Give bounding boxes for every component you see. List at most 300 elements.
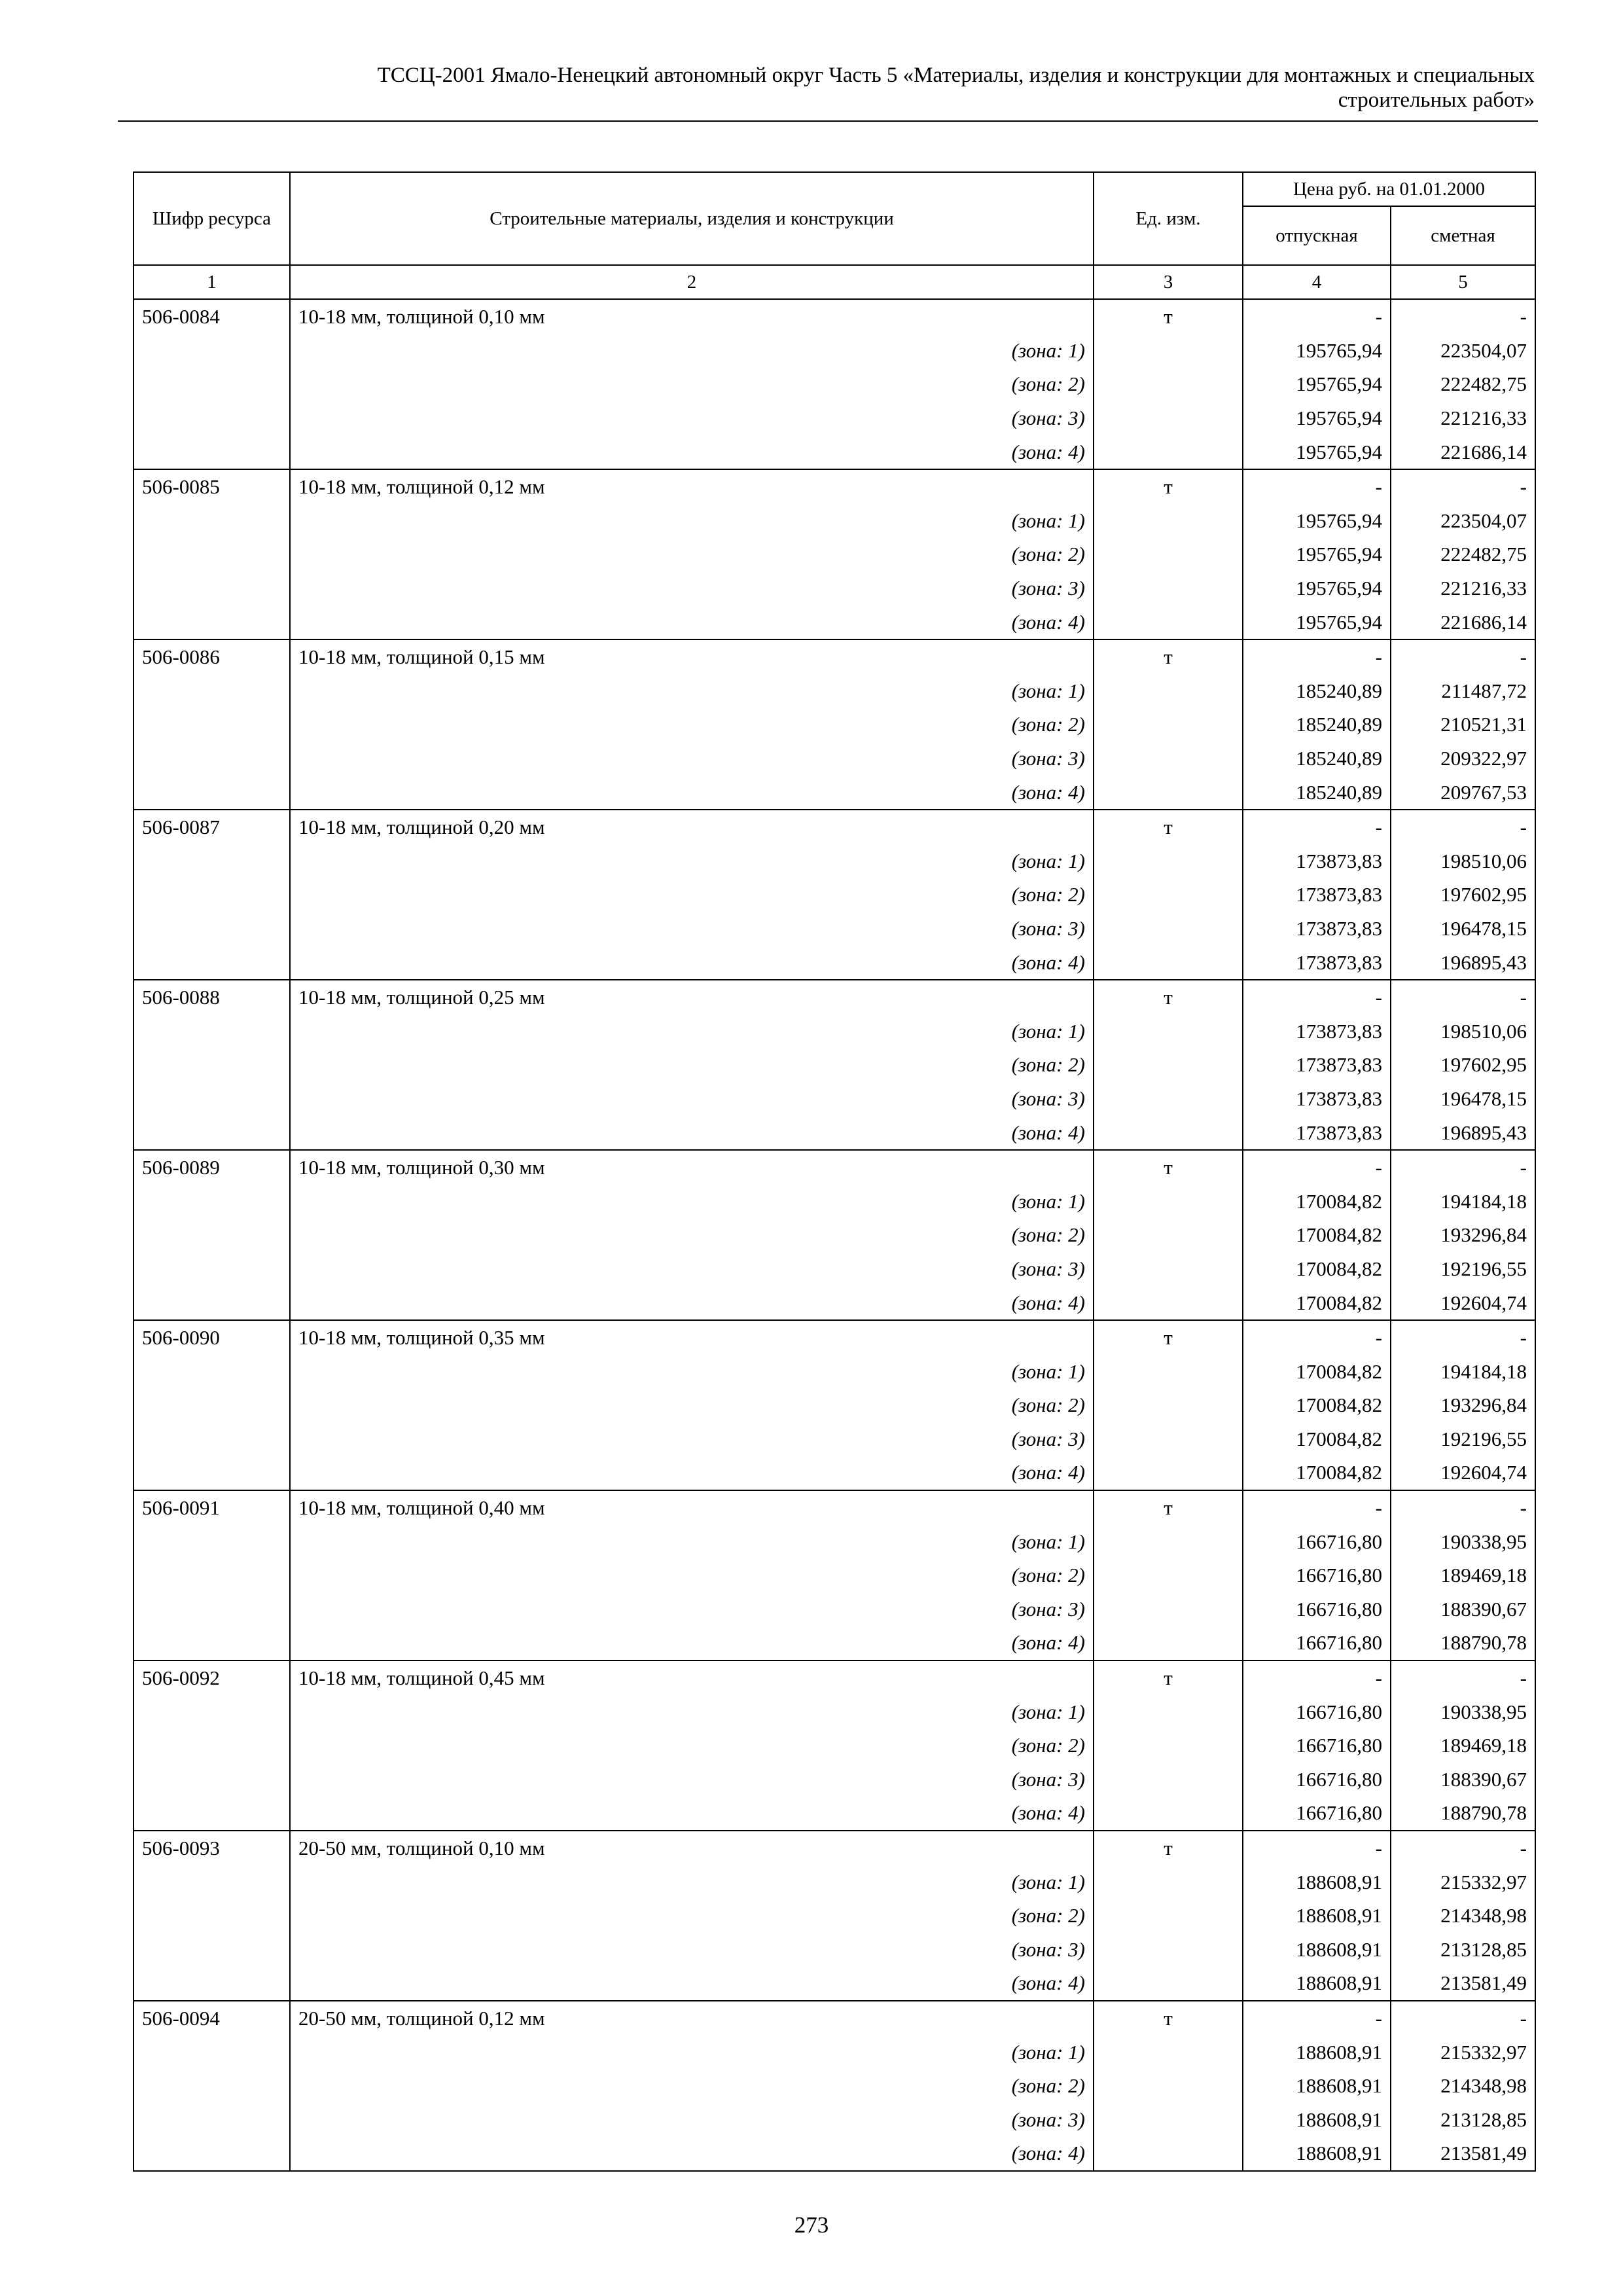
estimate-price: 213581,49 [1391,2136,1535,2171]
release-price: 170084,82 [1243,1252,1391,1286]
zone-row [134,1422,1535,1456]
unit: т [1094,1150,1243,1185]
zone-row [134,1899,1535,1933]
empty-cell [1094,504,1243,538]
empty-cell [134,1115,290,1150]
estimate-price: 223504,07 [1391,334,1535,368]
zone-label: (зона: 4) [290,435,1094,469]
zone-label: (зона: 2) [290,367,1094,401]
estimate-price: 197602,95 [1391,878,1535,912]
zone-label: (зона: 1) [290,1865,1094,1899]
release-price: 185240,89 [1243,708,1391,742]
estimate-price: 213128,85 [1391,1933,1535,1967]
empty-cell [1094,1865,1243,1899]
zone-label: (зона: 4) [290,1626,1094,1660]
estimate-price: 213128,85 [1391,2102,1535,2136]
zone-label: (зона: 4) [290,2136,1094,2171]
zone-row [134,571,1535,605]
release-price: 170084,82 [1243,1285,1391,1320]
resource-code: 506-0086 [134,639,290,674]
zone-row [134,1014,1535,1048]
zone-label: (зона: 1) [290,334,1094,368]
zone-row [134,2136,1535,2171]
release-price: - [1243,2001,1391,2036]
zone-row [134,1184,1535,1218]
table-row [134,1660,1535,1695]
resource-code: 506-0093 [134,1831,290,1865]
zone-label: (зона: 3) [290,1933,1094,1967]
release-price: 195765,94 [1243,367,1391,401]
header-price: Цена руб. на 01.01.2000 [1243,172,1535,206]
estimate-price: 209767,53 [1391,775,1535,810]
estimate-price: 192196,55 [1391,1252,1535,1286]
estimate-price: 215332,97 [1391,1865,1535,1899]
zone-label: (зона: 4) [290,1285,1094,1320]
zone-row [134,1524,1535,1558]
estimate-price: 192604,74 [1391,1285,1535,1320]
zone-row [134,708,1535,742]
empty-cell [1094,1218,1243,1252]
estimate-price: - [1391,2001,1535,2036]
zone-row [134,742,1535,776]
estimate-price: 221216,33 [1391,401,1535,435]
empty-cell [1094,605,1243,639]
release-price: - [1243,810,1391,844]
zone-label: (зона: 3) [290,912,1094,946]
zone-label: (зона: 4) [290,1966,1094,2001]
release-price: 173873,83 [1243,1082,1391,1116]
empty-cell [134,878,290,912]
empty-cell [134,2035,290,2069]
empty-cell [134,1082,290,1116]
estimate-price: 198510,06 [1391,844,1535,878]
estimate-price: 190338,95 [1391,1695,1535,1729]
empty-cell [134,1048,290,1082]
release-price: - [1243,1320,1391,1355]
estimate-price: - [1391,639,1535,674]
page-header [118,63,1535,113]
zone-label: (зона: 2) [290,1558,1094,1592]
zone-row [134,401,1535,435]
empty-cell [134,742,290,776]
empty-cell [134,435,290,469]
estimate-price: 222482,75 [1391,367,1535,401]
empty-cell [134,334,290,368]
header-line-2: строительных работ» [1338,88,1535,112]
zone-label: (зона: 2) [290,2069,1094,2103]
release-price: 166716,80 [1243,1524,1391,1558]
empty-cell [1094,435,1243,469]
estimate-price: 209322,97 [1391,742,1535,776]
estimate-price: 221686,14 [1391,605,1535,639]
zone-row [134,504,1535,538]
unit: т [1094,2001,1243,2036]
page-number: 273 [794,2212,829,2238]
empty-cell [1094,1966,1243,2001]
release-price: 166716,80 [1243,1626,1391,1660]
unit: т [1094,299,1243,334]
zone-label: (зона: 3) [290,571,1094,605]
resource-code: 506-0090 [134,1320,290,1355]
release-price: 166716,80 [1243,1592,1391,1626]
zone-label: (зона: 2) [290,1388,1094,1422]
release-price: 195765,94 [1243,571,1391,605]
release-price: 173873,83 [1243,912,1391,946]
empty-cell [134,708,290,742]
empty-cell [134,1899,290,1933]
zone-label: (зона: 4) [290,1456,1094,1490]
zone-label: (зона: 4) [290,775,1094,810]
release-price: 170084,82 [1243,1184,1391,1218]
table-row [134,1831,1535,1865]
estimate-price: 194184,18 [1391,1354,1535,1388]
estimate-price: 193296,84 [1391,1388,1535,1422]
material-name: 10-18 мм, толщиной 0,40 мм [290,1490,1094,1525]
zone-row [134,1592,1535,1626]
zone-label: (зона: 1) [290,844,1094,878]
estimate-price: 194184,18 [1391,1184,1535,1218]
zone-label: (зона: 2) [290,708,1094,742]
zone-row [134,1933,1535,1967]
empty-cell [1094,2035,1243,2069]
resource-code: 506-0084 [134,299,290,334]
unit: т [1094,810,1243,844]
estimate-price: 196478,15 [1391,912,1535,946]
empty-cell [1094,674,1243,708]
empty-cell [134,401,290,435]
empty-cell [1094,2102,1243,2136]
empty-cell [1094,1388,1243,1422]
zone-row [134,1626,1535,1660]
table-row [134,980,1535,1014]
resource-code: 506-0087 [134,810,290,844]
empty-cell [134,1763,290,1797]
empty-cell [1094,1695,1243,1729]
empty-cell [1094,1354,1243,1388]
zone-row [134,1048,1535,1082]
release-price: 195765,94 [1243,537,1391,571]
empty-cell [134,1388,290,1422]
empty-cell [1094,1456,1243,1490]
unit: т [1094,1490,1243,1525]
release-price: 173873,83 [1243,1014,1391,1048]
zone-row [134,1966,1535,2001]
estimate-price: 213581,49 [1391,1966,1535,2001]
zone-row [134,1796,1535,1831]
empty-cell [1094,1763,1243,1797]
release-price: 166716,80 [1243,1796,1391,1831]
release-price: 173873,83 [1243,1048,1391,1082]
empty-cell [1094,367,1243,401]
release-price: 188608,91 [1243,1933,1391,1967]
estimate-price: 214348,98 [1391,2069,1535,2103]
zone-label: (зона: 4) [290,605,1094,639]
empty-cell [1094,1422,1243,1456]
zone-row [134,1285,1535,1320]
table-row [134,1320,1535,1355]
zone-label: (зона: 1) [290,1184,1094,1218]
estimate-price: 221686,14 [1391,435,1535,469]
estimate-price: 192196,55 [1391,1422,1535,1456]
release-price: 188608,91 [1243,1899,1391,1933]
release-price: 195765,94 [1243,435,1391,469]
zone-label: (зона: 1) [290,1014,1094,1048]
release-price: - [1243,469,1391,504]
zone-label: (зона: 3) [290,401,1094,435]
release-price: 170084,82 [1243,1456,1391,1490]
zone-row [134,1388,1535,1422]
empty-cell [1094,1115,1243,1150]
release-price: - [1243,299,1391,334]
release-price: - [1243,1490,1391,1525]
table-row [134,810,1535,844]
zone-row [134,1456,1535,1490]
zone-label: (зона: 3) [290,1252,1094,1286]
material-name: 10-18 мм, толщиной 0,12 мм [290,469,1094,504]
empty-cell [134,537,290,571]
table-row [134,299,1535,334]
release-price: 166716,80 [1243,1695,1391,1729]
zone-row [134,435,1535,469]
empty-cell [134,775,290,810]
material-name: 10-18 мм, толщиной 0,30 мм [290,1150,1094,1185]
estimate-price: 188790,78 [1391,1626,1535,1660]
release-price: 170084,82 [1243,1354,1391,1388]
empty-cell [1094,1048,1243,1082]
unit: т [1094,980,1243,1014]
zone-row [134,537,1535,571]
release-price: 195765,94 [1243,605,1391,639]
zone-label: (зона: 3) [290,1592,1094,1626]
zone-row [134,1354,1535,1388]
release-price: 195765,94 [1243,504,1391,538]
empty-cell [1094,1592,1243,1626]
release-price: 173873,83 [1243,1115,1391,1150]
estimate-price: 188390,67 [1391,1592,1535,1626]
release-price: 188608,91 [1243,1865,1391,1899]
release-price: 166716,80 [1243,1558,1391,1592]
zone-row [134,1252,1535,1286]
empty-cell [134,1966,290,2001]
zone-label: (зона: 2) [290,1729,1094,1763]
zone-row [134,1115,1535,1150]
release-price: 166716,80 [1243,1729,1391,1763]
estimate-price: 196478,15 [1391,1082,1535,1116]
zone-label: (зона: 4) [290,1796,1094,1831]
column-number: 2 [290,265,1094,299]
zone-label: (зона: 1) [290,674,1094,708]
header-code: Шифр ресурса [134,172,290,265]
resource-code: 506-0092 [134,1660,290,1695]
empty-cell [134,844,290,878]
zone-label: (зона: 2) [290,878,1094,912]
zone-label: (зона: 1) [290,504,1094,538]
zone-label: (зона: 3) [290,742,1094,776]
zone-label: (зона: 2) [290,1899,1094,1933]
release-price: 195765,94 [1243,334,1391,368]
release-price: 173873,83 [1243,844,1391,878]
release-price: 185240,89 [1243,742,1391,776]
zone-label: (зона: 2) [290,1048,1094,1082]
release-price: 188608,91 [1243,2102,1391,2136]
empty-cell [1094,1082,1243,1116]
zone-row [134,1695,1535,1729]
empty-cell [134,1558,290,1592]
zone-label: (зона: 3) [290,1082,1094,1116]
empty-cell [1094,1933,1243,1967]
empty-cell [1094,945,1243,980]
zone-row [134,1763,1535,1797]
empty-cell [1094,1285,1243,1320]
release-price: 195765,94 [1243,401,1391,435]
column-number: 3 [1094,265,1243,299]
estimate-price: 198510,06 [1391,1014,1535,1048]
zone-label: (зона: 2) [290,1218,1094,1252]
estimate-price: - [1391,980,1535,1014]
material-name: 20-50 мм, толщиной 0,10 мм [290,1831,1094,1865]
empty-cell [1094,1729,1243,1763]
empty-cell [1094,1796,1243,1831]
empty-cell [134,2136,290,2171]
zone-row [134,1218,1535,1252]
empty-cell [134,504,290,538]
header-rule [118,120,1538,122]
empty-cell [1094,708,1243,742]
column-number: 4 [1243,265,1391,299]
empty-cell [134,2102,290,2136]
zone-row [134,367,1535,401]
material-name: 10-18 мм, толщиной 0,35 мм [290,1320,1094,1355]
release-price: 166716,80 [1243,1763,1391,1797]
zone-label: (зона: 3) [290,1422,1094,1456]
empty-cell [1094,878,1243,912]
empty-cell [134,912,290,946]
release-price: 170084,82 [1243,1388,1391,1422]
column-number: 1 [134,265,290,299]
empty-cell [1094,742,1243,776]
header-unit: Ед. изм. [1094,172,1243,265]
empty-cell [134,571,290,605]
header-estimate: сметная [1391,206,1535,265]
material-name: 10-18 мм, толщиной 0,20 мм [290,810,1094,844]
table-row [134,469,1535,504]
release-price: 170084,82 [1243,1422,1391,1456]
header-name: Строительные материалы, изделия и конструкции [290,172,1094,265]
release-price: 188608,91 [1243,2136,1391,2171]
zone-label: (зона: 4) [290,945,1094,980]
material-name: 10-18 мм, толщиной 0,10 мм [290,299,1094,334]
zone-row [134,878,1535,912]
release-price: 185240,89 [1243,674,1391,708]
zone-row [134,945,1535,980]
estimate-price: 188790,78 [1391,1796,1535,1831]
empty-cell [134,945,290,980]
zone-label: (зона: 3) [290,1763,1094,1797]
price-table [133,171,1536,2172]
unit: т [1094,1831,1243,1865]
unit: т [1094,1320,1243,1355]
zone-label: (зона: 2) [290,537,1094,571]
table-row [134,1150,1535,1185]
estimate-price: 222482,75 [1391,537,1535,571]
empty-cell [1094,1899,1243,1933]
estimate-price: - [1391,1490,1535,1525]
table-row [134,1490,1535,1525]
zone-label: (зона: 4) [290,1115,1094,1150]
estimate-price: 189469,18 [1391,1729,1535,1763]
empty-cell [134,1014,290,1048]
estimate-price: 197602,95 [1391,1048,1535,1082]
empty-cell [1094,912,1243,946]
estimate-price: 189469,18 [1391,1558,1535,1592]
release-price: 173873,83 [1243,878,1391,912]
zone-row [134,605,1535,639]
empty-cell [134,1729,290,1763]
material-name: 10-18 мм, толщиной 0,45 мм [290,1660,1094,1695]
empty-cell [134,1524,290,1558]
empty-cell [134,1252,290,1286]
empty-cell [134,1796,290,1831]
empty-cell [1094,401,1243,435]
estimate-price: 190338,95 [1391,1524,1535,1558]
estimate-price: 221216,33 [1391,571,1535,605]
estimate-price: 196895,43 [1391,945,1535,980]
estimate-price: 210521,31 [1391,708,1535,742]
empty-cell [134,1695,290,1729]
zone-row [134,2035,1535,2069]
resource-code: 506-0094 [134,2001,290,2036]
zone-label: (зона: 3) [290,2102,1094,2136]
empty-cell [134,367,290,401]
zone-row [134,334,1535,368]
empty-cell [1094,1558,1243,1592]
table-row [134,2001,1535,2036]
empty-cell [1094,844,1243,878]
release-price: 173873,83 [1243,945,1391,980]
release-price: - [1243,1660,1391,1695]
zone-label: (зона: 1) [290,1524,1094,1558]
empty-cell [1094,537,1243,571]
header-line-1: ТССЦ-2001 Ямало-Ненецкий автономный округ Часть 5 «Материалы, изделия и конструкции для монтажных и специальных [377,63,1535,87]
estimate-price: - [1391,810,1535,844]
unit: т [1094,469,1243,504]
estimate-price: - [1391,1150,1535,1185]
zone-row [134,1865,1535,1899]
empty-cell [134,674,290,708]
release-price: 188608,91 [1243,2035,1391,2069]
zone-row [134,912,1535,946]
material-name: 20-50 мм, толщиной 0,12 мм [290,2001,1094,2036]
release-price: - [1243,639,1391,674]
release-price: - [1243,980,1391,1014]
empty-cell [134,1456,290,1490]
empty-cell [1094,571,1243,605]
release-price: 170084,82 [1243,1218,1391,1252]
estimate-price: 211487,72 [1391,674,1535,708]
zone-label: (зона: 1) [290,2035,1094,2069]
estimate-price: 196895,43 [1391,1115,1535,1150]
unit: т [1094,639,1243,674]
empty-cell [134,1422,290,1456]
empty-cell [134,1592,290,1626]
empty-cell [134,1184,290,1218]
empty-cell [1094,1184,1243,1218]
release-price: - [1243,1831,1391,1865]
empty-cell [134,1285,290,1320]
estimate-price: 188390,67 [1391,1763,1535,1797]
empty-cell [134,1933,290,1967]
release-price: 188608,91 [1243,1966,1391,2001]
